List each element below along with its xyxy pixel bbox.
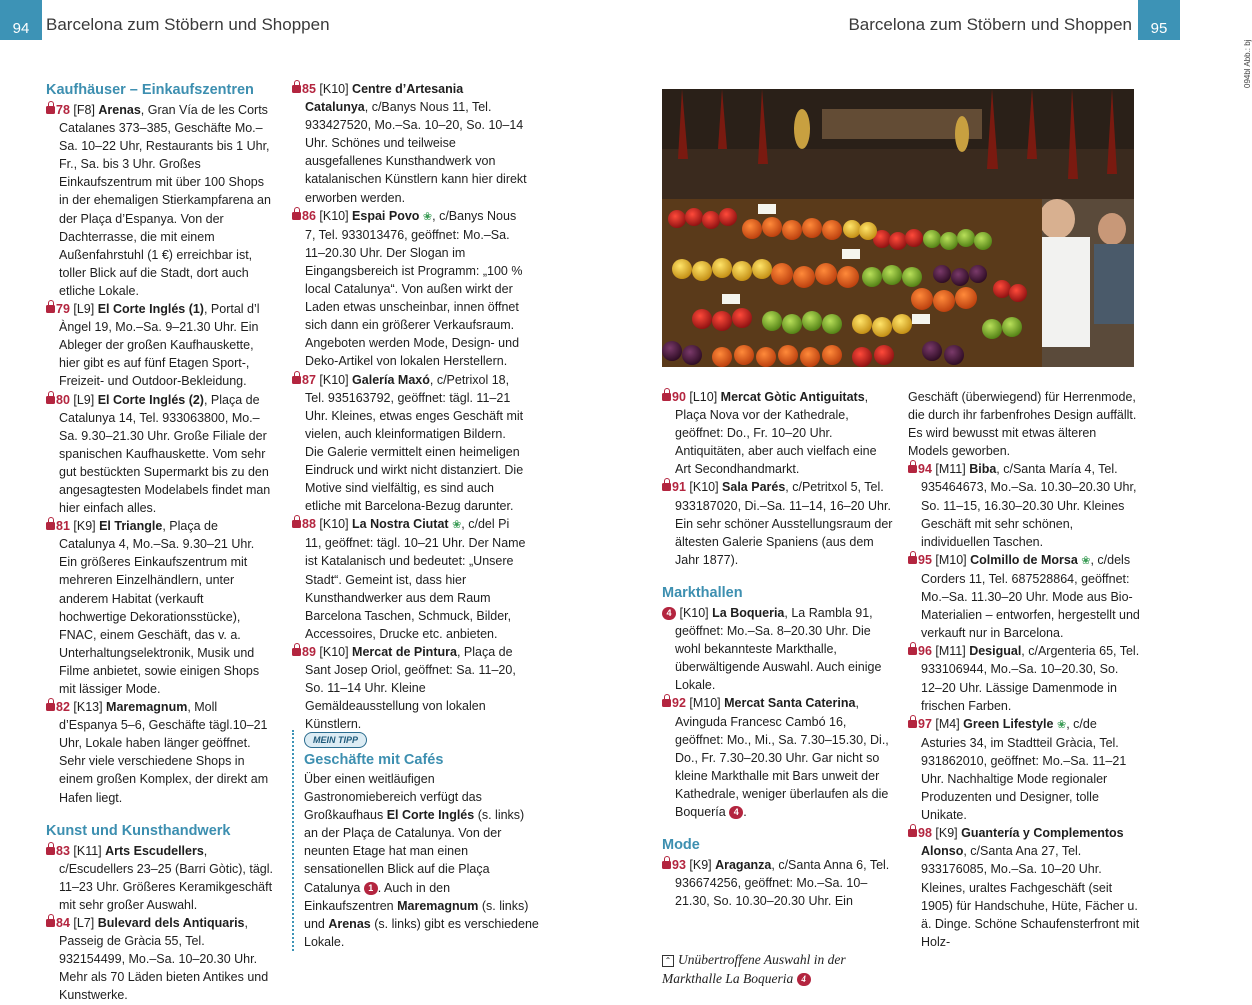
shopping-lock-icon — [292, 376, 301, 384]
entry-number: 93 — [672, 858, 686, 873]
entry-number: 98 — [918, 826, 932, 841]
map-code: [K11] — [69, 843, 106, 858]
entry-96 — [908, 642, 1140, 714]
shopping-lock-icon — [292, 212, 301, 220]
mein-tipp-badge: MEIN TIPP — [304, 732, 367, 748]
page-number-left: 94 — [0, 0, 42, 40]
entry-83 — [46, 842, 274, 914]
entry-number: 78 — [56, 103, 70, 117]
entry-98 — [908, 824, 1140, 951]
entry-number: 82 — [56, 700, 70, 715]
shopping-lock-icon — [908, 647, 917, 655]
entry-90 — [662, 388, 894, 478]
entry-82 — [46, 698, 274, 807]
entry-name: Mercat Gòtic Antiguitats — [720, 390, 865, 404]
entry-name: Desigual — [969, 644, 1022, 659]
entry-text: , c/Banys Nous 11, Tel. 933427520, Mo.–Sa. 10–20, So. 10–14 Uhr. Schönes und teilweise ausgefallenes Kunsthandwerk von katalanischen Künstlern kann hier direkt erworben werden. — [305, 100, 527, 205]
map-code: [M10] — [931, 552, 971, 567]
entry-name: Arenas — [98, 103, 141, 117]
map-code: [K13] — [69, 700, 107, 715]
tip-bold: Arenas — [328, 916, 371, 931]
left-page — [0, 0, 590, 1003]
entry-name: Biba — [969, 462, 997, 477]
shopping-lock-icon — [908, 465, 917, 473]
map-code: [M10] — [685, 696, 725, 711]
shopping-lock-icon — [46, 305, 55, 313]
entry-name: Bulevard dels Antiquaris — [97, 916, 245, 931]
entry-text: , c/de Asturies 34, im Stadtteil Gràcia, Tel. 931862010, geöffnet: Mo.–Sa. 11–21 Uhr. Nachhaltige Mode regionaler Produzenten und Designer, tolle Unikate. — [921, 716, 1127, 823]
entry-text: , Gran Vía de les Corts Catalanes 373–385, Geschäfte Mo.–Sa. 10–22 Uhr, Restaurants bis 1 Uhr, Fr., Sa. bis 3 Uhr. Großes Einkaufszentrum mit über 100 Shops in der ehemaligen Stierkampfarena an der Plaça d’Espanya. Von der Dachterrasse, die mit einem Außenfahrstuhl (1 €) erreichbar ist, toller Blick auf die Stadt, dort auch etliche Lokale. — [59, 103, 271, 298]
shopping-lock-icon — [46, 522, 55, 530]
entry-92 — [662, 694, 894, 821]
entry-text: , c/Petrixol 18, Tel. 935163792, geöffnet: tägl. 11–21 Uhr. Kleines, etwas enges Geschäft mit vielen, auch kleinformatigen Bildern. Die Galerie vermittelt einen heimeligen Eindruck und wirkt nicht distanziert. Die Motive sind vielfältig, es sind auch etliche mit Barcelona-Bezug darunter. — [305, 372, 524, 514]
entry-number: 96 — [918, 644, 932, 659]
entry-name: La Nostra Ciutat — [352, 517, 449, 532]
entry-number: 80 — [56, 392, 70, 407]
column-4 — [908, 388, 1140, 951]
map-code: [K10] — [315, 517, 353, 532]
shopping-lock-icon — [292, 85, 301, 93]
shopping-lock-icon — [292, 520, 301, 528]
map-code: [K10] — [315, 372, 353, 387]
map-code: [K10] — [315, 82, 353, 96]
entry-text: , Portal d’l Àngel 19, Mo.–Sa. 9–21.30 Uhr. Ein Ableger der großen Kaufhauskette, hier gibt es auf fünf Etagen Sport-, Freizeit- und Outdoor-Bekleidung. — [59, 302, 260, 389]
entry-text: , Moll d’Espanya 5–6, Geschäfte tägl.10–21 Uhr, Lokale haben länger geöffnet. Sehr viele verschiedene Shops in einem großen Komplex, der direkt am Hafen liegt. — [59, 700, 269, 805]
entry-number: 81 — [56, 519, 70, 534]
entry-name: El Corte Inglés (2) — [97, 392, 204, 407]
running-header-right: Barcelona zum Stöbern und Shoppen — [848, 15, 1132, 34]
entry-name: El Corte Inglés (1) — [97, 302, 204, 317]
shopping-lock-icon — [908, 829, 917, 837]
photo-caption — [662, 950, 894, 988]
entry-number: 90 — [672, 390, 686, 404]
map-code: [F8] — [69, 103, 99, 117]
section-heading-mode: Mode — [662, 837, 700, 854]
entry-number: 89 — [302, 644, 316, 659]
entry-number: 97 — [918, 716, 932, 731]
shopping-lock-icon — [46, 703, 55, 711]
entry-name: La Boqueria — [712, 605, 785, 620]
entry-number: 86 — [302, 208, 316, 223]
tip-text-part: . Auch in den Einkaufszentren — [304, 880, 451, 913]
entry-81 — [46, 517, 274, 698]
tip-text-part: (s. links) und — [304, 898, 529, 931]
entry-name: Mercat Santa Caterina — [724, 696, 856, 711]
entry-name: Araganza — [715, 858, 772, 873]
entry-name: Green Lifestyle — [963, 716, 1054, 731]
entry-text: , Plaça Nova vor der Kathedrale, geöffnet: Do., Fr. 10–20 Uhr. Antiquitäten, aber auch vielfach eine Art Secondhandmarkt. — [675, 390, 877, 477]
entry-89 — [292, 643, 528, 733]
tip-title: Geschäfte mit Cafés — [304, 752, 444, 768]
entry-name: Arts Escudellers — [105, 843, 204, 858]
tip-bold: El Corte Inglés — [386, 808, 475, 823]
map-code: [K9] — [931, 826, 962, 841]
entry-91 — [662, 478, 894, 568]
map-code: [M4] — [931, 716, 964, 731]
entry-text: , c/del Pi 11, geöffnet: tägl. 10–21 Uhr. Der Name ist Katalanisch und bedeutet: „Unsere Stadt“. Gemeint ist, dass hier Kunsthandwerker aus dem Raum Barcelona Taschen, Schmuck, Bilder, Accessoires, Drucke etc. anbieten. — [305, 517, 526, 641]
entry-97 — [908, 715, 1140, 825]
map-code: [M11] — [931, 644, 970, 659]
entry-number: 94 — [918, 462, 932, 477]
section-heading-kaufhaeuser: Kaufhäuser – Einkaufszentren — [46, 82, 254, 98]
green-leaf-icon: ❀ — [1056, 718, 1067, 731]
entry-text: , Plaça de Catalunya 14, Tel. 933063800, Mo.–Sa. 9.30–21.30 Uhr. Große Filiale der spanischen Kaufhauskette. Vom sehr gut bestückten Supermarkt bis zu den angesagtesten Modelabels findet man hier einfach alles. — [59, 392, 271, 516]
shopping-lock-icon — [46, 919, 55, 927]
map-code: [L10] — [685, 390, 721, 404]
column-2 — [292, 80, 528, 733]
map-marker-number-icon: 4 — [662, 607, 676, 620]
green-leaf-icon: ❀ — [1081, 554, 1091, 567]
shopping-lock-icon — [908, 556, 917, 564]
entry-number: 85 — [302, 82, 316, 96]
map-code: [L9] — [69, 302, 98, 317]
shopping-lock-icon — [46, 106, 55, 114]
map-code: [L7] — [69, 916, 98, 931]
right-page — [590, 0, 1252, 1000]
entry-number: 92 — [672, 696, 686, 711]
entry-text: , c/Santa Anna 6, Tel. 936674256, geöffnet: Mo.–Sa. 10–21.30, So. 10.30–20.30 Uhr. Ein — [675, 858, 890, 909]
entry-text: , c/Santa María 4, Tel. 935464673, Mo.–Sa. 10.30–20.30 Uhr, So. 11–15, 16.30–20.30 Uhr. Kleines Geschäft mit sehr schönen, individuellen Taschen. — [921, 462, 1137, 549]
column-1 — [46, 80, 274, 1005]
photo-credit: 094bl Abb.: bj — [1243, 39, 1252, 88]
photo-caption-text: Unübertroffene Auswahl in der Markthalle La Boqueria — [662, 952, 846, 987]
entry-number: 79 — [56, 302, 70, 317]
entry-name: Mercat de Pintura — [352, 644, 457, 659]
tip-bold: Maremagnum — [397, 898, 479, 913]
map-code: [L9] — [69, 392, 98, 407]
shopping-lock-icon — [908, 720, 917, 728]
entry-number: 83 — [56, 843, 70, 858]
entry-85 — [292, 80, 528, 207]
page-number-right: 95 — [1138, 0, 1180, 40]
entry-95 — [908, 551, 1140, 642]
tip-text-part: (s. links) an der Plaça de Catalunya. Von der neunten Etage hat man einen sensationellen Blick auf die Plaça Catalunya — [304, 808, 525, 895]
shopping-lock-icon — [46, 396, 55, 404]
entry-94 — [908, 460, 1140, 550]
entry-93 — [662, 856, 894, 910]
running-header-left: Barcelona zum Stöbern und Shoppen — [46, 15, 330, 34]
entry-87 — [292, 371, 528, 516]
entry-text: , c/Petritxol 5, Tel. 933187020, Di.–Sa. 11–14, 16–20 Uhr. Ein sehr schöner Ausstellungsraum der ältesten Galerie Spaniens (aus dem Jahr 1877). — [675, 480, 893, 567]
shopping-lock-icon — [662, 699, 671, 707]
entry-text-end: . — [743, 804, 747, 819]
entry-84 — [46, 914, 274, 1004]
entry-name: Espai Povo — [352, 208, 420, 223]
section-heading-kunst: Kunst und Kunsthandwerk — [46, 822, 231, 839]
green-leaf-icon: ❀ — [452, 519, 462, 532]
entry-number: 91 — [672, 480, 686, 495]
section-heading-markthallen: Markthallen — [662, 584, 743, 601]
shopping-lock-icon — [662, 393, 671, 401]
entry-93-continued: Geschäft (überwiegend) für Herrenmode, die durch ihr farbenfrohes Design auffällt. Es wird bewusst mit etwas älteren Models geworben. — [908, 390, 1137, 459]
entry-name: El Triangle — [99, 519, 163, 534]
entry-4 — [662, 604, 894, 694]
map-code: [K9] — [685, 858, 716, 873]
column-3 — [662, 388, 894, 988]
map-code: [M11] — [931, 462, 970, 477]
map-code: [K10] — [676, 605, 713, 620]
entry-text: , c/Banys Nous 7, Tel. 933013476, geöffnet: Mo.–Sa. 11–20.30 Uhr. Der Slogan im Eingangsbereich ist Programm: „100 % local Catalunya“. Von außen wirkt der Laden etwas unscheinbar, innen öffnet sich dann ein größerer Verkaufsraum. Angeboten werden Mode, Design- und Deko-Artikel von lokalen Herstellern. — [305, 208, 523, 369]
map-marker-number-icon: 4 — [729, 806, 743, 819]
map-code: [K9] — [69, 519, 100, 534]
market-stall-illustration — [662, 89, 1134, 367]
entry-text: , c/Argenteria 65, Tel. 933106944, Mo.–Sa. 10–20.30, So. 12–20 Uhr. Lässige Damenmode in frischen Farben. — [921, 644, 1140, 713]
entry-name: Centre d’Artesania Catalunya — [305, 82, 464, 115]
entry-name: Sala Parés — [722, 480, 786, 495]
entry-number: 95 — [918, 552, 932, 567]
entry-79 — [46, 300, 274, 390]
entry-80 — [46, 391, 274, 518]
entry-name: Guantería y Complementos Alonso — [921, 826, 1124, 859]
map-marker-number-icon: 1 — [364, 882, 378, 895]
entry-text: , c/Escudellers 23–25 (Barri Gòtic), tägl. 11–23 Uhr. Größeres Keramikgeschäft mit sehr großer Auswahl. — [59, 843, 273, 912]
entry-78 — [46, 101, 274, 300]
market-photo — [662, 89, 1134, 367]
map-code: [K10] — [315, 644, 353, 659]
entry-text: , Plaça de Sant Josep Oriol, geöffnet: Sa. 11–20, So. 11–14 Uhr. Kleine Gemäldeausstellung von lokalen Künstlern. — [305, 644, 516, 732]
entry-text: , Plaça de Catalunya 4, Mo.–Sa. 9.30–21 Uhr. Ein größeres Einkaufszentrum mit mehreren Einzelhändlern, unter anderem Habitat (verkauft hochwertige Dekorationsstücke), FNAC, einem Geschäft, das v. a. Unterhaltungselektronik, Musik und Filme anbietet, sowie einigen Shops mit lässiger Mode. — [59, 519, 260, 696]
photo-reference-icon: ⌃ — [662, 955, 674, 967]
entry-name: Galería Maxó — [352, 372, 430, 387]
entry-text: , Passeig de Gràcia 55, Tel. 932154499, Mo.–Sa. 10–20.30 Uhr. Mehr als 70 Läden bieten Antikes und Kunstwerke. — [59, 916, 269, 1003]
entry-86 — [292, 207, 528, 371]
tip-text-part: (s. links) gibt es verschiedene Lokale. — [304, 916, 539, 949]
map-marker-number-icon: 4 — [797, 973, 811, 986]
shopping-lock-icon — [46, 847, 55, 855]
shopping-lock-icon — [662, 483, 671, 491]
entry-number: 84 — [56, 916, 70, 931]
entry-text: , Avinguda Francesc Cambó 16, geöffnet: Mo., Mi., Sa. 7.30–15.30, Di., Do., Fr. 7.30–20.30 Uhr. Gar nicht so kleine Markthalle mit Bars unweit der Kathedrale, weniger überlaufen als die Boquería — [675, 696, 889, 819]
shopping-lock-icon — [292, 648, 301, 656]
entry-number: 87 — [302, 372, 316, 387]
map-code: [K10] — [315, 208, 353, 223]
tip-text-part: Über einen weitläufigen Gastronomiebereich verfügt das Großkaufhaus — [304, 772, 482, 823]
green-leaf-icon: ❀ — [422, 210, 433, 223]
shopping-lock-icon — [662, 861, 671, 869]
entry-name: Maremagnum — [106, 700, 188, 715]
entry-name: Colmillo de Morsa — [970, 552, 1078, 567]
map-code: [K10] — [685, 480, 723, 495]
tip-box — [292, 730, 540, 951]
entry-text: , La Rambla 91, geöffnet: Mo.–Sa. 8–20.30 Uhr. Die wohl bekannteste Markthalle, überwältigende Auswahl. Auch einige Lokale. — [675, 605, 882, 693]
tip-text — [304, 770, 540, 951]
entry-text: , c/dels Corders 11, Tel. 687528864, geöffnet: Mo.–Sa. 11.30–20 Uhr. Mode aus Bio-Materialien – entworfen, hergestellt und verkauft nur in Barcelona. — [921, 552, 1140, 641]
entry-number: 88 — [302, 517, 316, 532]
entry-text: , c/Santa Ana 27, Tel. 933176085, Mo.–Sa. 10–20 Uhr. Kleines, uraltes Fachgeschäft (seit 1905) für Handschuhe, Hüte, Fächer u. ä. Dinge. Schöne Schaufensterfront mit Holz- — [921, 844, 1140, 949]
entry-88 — [292, 515, 528, 643]
